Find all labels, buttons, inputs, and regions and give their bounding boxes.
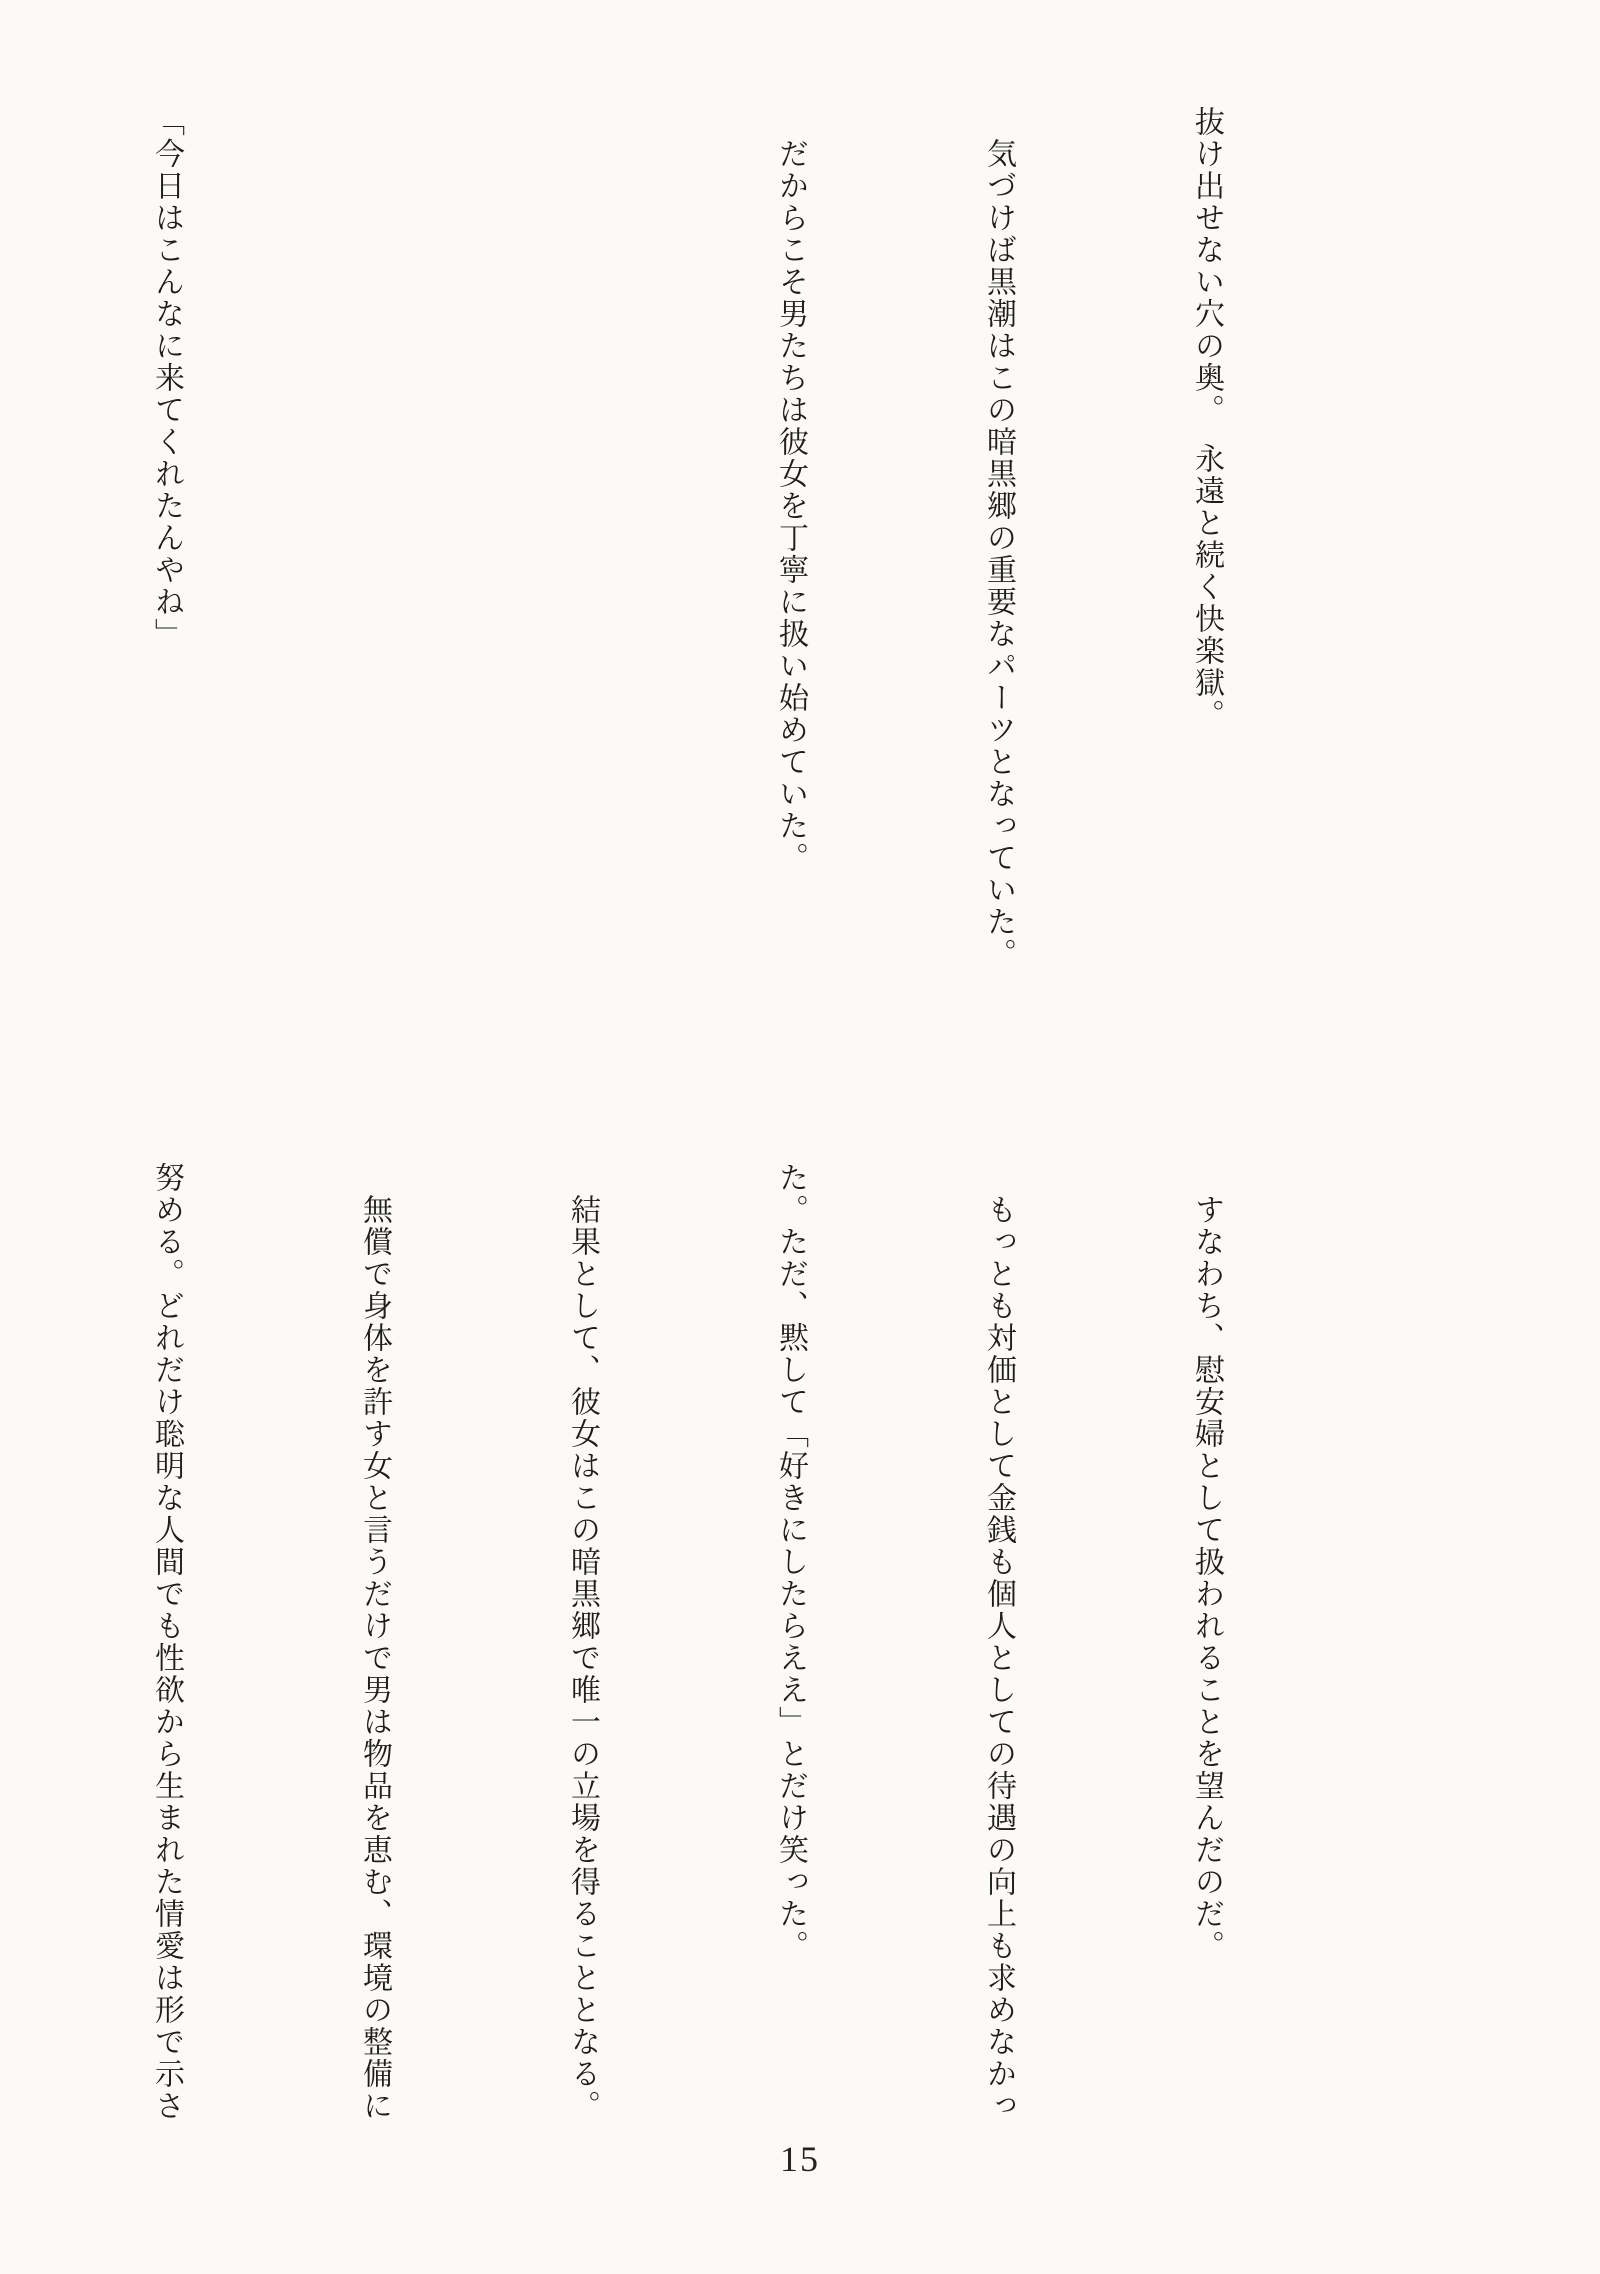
text-column: 気づけば黒潮はこの暗黒郷の重要なパーツとなっていた。	[982, 106, 1015, 970]
text-column: だからこそ男たちは彼女を丁寧に扱い始めていた。	[774, 106, 807, 874]
text-column: 抜け出せない穴の奥。 永遠と続く快楽獄。	[1190, 106, 1223, 731]
text-column: 「今日はこんなに来てくれたんやね」	[150, 106, 183, 650]
text-column: すなわち、慰安婦として扱われることを望んだのだ。	[1190, 1162, 1223, 1962]
text-column: 努める。どれだけ聡明な人間でも性欲から生まれた情愛は形で示さ	[150, 1162, 183, 2122]
text-block-bottom	[0, 1162, 1440, 2154]
text-column	[556, 106, 608, 1066]
text-column: 結果として、彼女はこの暗黒郷で唯一の立場を得ることとなる。	[566, 1162, 599, 2122]
text-column: 無償で身体を許す女と言うだけで男は物品を恵む、環境の整備に	[358, 1162, 391, 2122]
page-number: 15	[780, 2139, 820, 2179]
text-column	[348, 106, 400, 1066]
text-column: た。ただ、黙して「好きにしたらええ」とだけ笑った。	[774, 1162, 807, 1962]
text-block-top	[0, 106, 1440, 1066]
text-column: もっとも対価として金銭も個人としての待遇の向上も求めなかっ	[982, 1162, 1015, 2122]
